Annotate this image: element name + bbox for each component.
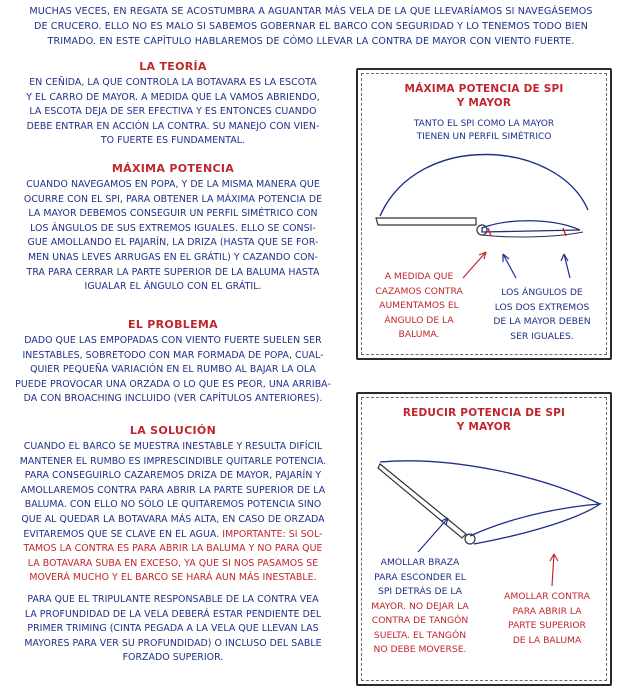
section-body: [8, 440, 338, 666]
note-line: LOS ÁNGULOS DE: [501, 287, 583, 298]
body-text: EVITAREMOS QUE SE CLAVE EN EL AGUA.: [23, 528, 220, 540]
body-line: DADO QUE LAS EMPOPADAS CON VIENTO FUERTE SUELEN SER: [24, 335, 322, 346]
section-body: [8, 76, 338, 149]
body-line: MANTENER EL RUMBO ES IMPRESCINDIBLE QUITARLE POTENCIA.: [19, 455, 327, 467]
body-line: GUE AMOLLANDO EL PAJARÍN, LA DRIZA (HASTA QUE SE FOR-: [27, 237, 319, 249]
body-line: CUANDO NAVEGAMOS EN POPA, Y DE LA MISMA MANERA QUE: [26, 179, 320, 190]
note-line: A MEDIDA QUE: [384, 271, 454, 282]
note-equal-angles: [476, 286, 608, 344]
box-title-line: Y MAYOR: [456, 421, 512, 433]
note-line: LOS DOS EXTREMOS: [494, 301, 590, 313]
note-line: MAYOR. NO DEJAR LA: [371, 600, 469, 612]
body-line: QUE AL QUEDAR LA BOTAVARA MÁS ALTA, EN CASO DE ORZADA: [21, 513, 325, 525]
section-heading: LA SOLUCIÓN: [129, 424, 217, 437]
note-line: CAZAMOS CONTRA: [375, 285, 463, 297]
note-line: PARTE SUPERIOR: [508, 620, 586, 631]
body-line: QUIER PEQUEÑA VARIACIÓN EN EL RUMBO AL BAJAR LA OLA: [30, 364, 316, 376]
note-amollar-contra: [486, 590, 608, 648]
section-body: [8, 178, 338, 295]
note-line: CONTRA DE TANGÓN: [371, 615, 469, 626]
hull-line: [482, 232, 583, 237]
intro-line: TRIMADO. EN ESTE CAPÍTULO HABLAREMOS DE CÓMO LLEVAR LA CONTRA DE MAYOR CON VIENTO FUERTE.: [47, 36, 575, 47]
box-title-line: REDUCIR POTENCIA DE SPI: [402, 407, 566, 419]
note-line: AMOLLAR CONTRA: [504, 591, 590, 602]
box-title-line: MÁXIMA POTENCIA DE SPI: [404, 83, 564, 95]
note-line: BALUMA.: [398, 329, 440, 340]
intro-line: MUCHAS VECES, EN REGATA SE ACOSTUMBRA A AGUANTAR MÁS VELA DE LA QUE LLEVARÍAMOS SI NAVEGÁSEMOS: [29, 6, 593, 17]
body-line: FORZADO SUPERIOR.: [122, 652, 224, 664]
body-line: AMOLLAREMOS CONTRA PARA ABRIR LA PARTE SUPERIOR DE LA: [20, 484, 326, 496]
note-line: PARA ABRIR LA: [512, 605, 582, 617]
body-line: LA PROFUNDIDAD DE LA VELA DEBERÁ ESTAR PENDIENTE DEL: [24, 608, 322, 620]
section-teoria: [8, 60, 338, 149]
section-solucion: [8, 424, 338, 666]
note-line: SER IGUALES.: [510, 330, 574, 342]
intro-text: [14, 4, 608, 49]
body-line: EN CEÑIDA, LA QUE CONTROLA LA BOTAVARA ES LA ESCOTA: [29, 77, 317, 88]
body-line: LOS ÁNGULOS DE SUS EXTREMOS IGUALES. ELLO SE CONSI-: [30, 222, 316, 234]
body-line: LA MAYOR DEBEMOS CONSEGUIR UN PERFIL SIMÉTRICO CON: [28, 208, 318, 220]
body-line: IGUALAR EL ÁNGULO CON EL GRÁTIL.: [84, 281, 262, 293]
note-line: DE LA BALUMA: [512, 634, 582, 646]
body-line: PUEDE PROVOCAR UNA ORZADA O LO QUE ES PEOR, UNA ARRIBA-: [15, 378, 331, 390]
arrow-icon: [564, 254, 570, 278]
box-subtitle-line: TANTO EL SPI COMO LA MAYOR: [413, 119, 555, 129]
box-title-line: Y MAYOR: [456, 97, 512, 109]
body-line: TO FUERTE ES FUNDAMENTAL.: [100, 135, 246, 147]
section-maxima: [8, 162, 338, 295]
body-line: PARA QUE EL TRIPULANTE RESPONSABLE DE LA CONTRA VEA: [27, 593, 319, 605]
note-line: AMOLLAR BRAZA: [380, 557, 460, 568]
note-angle-baluma: [364, 270, 474, 343]
section-body: [8, 334, 338, 407]
intro-line: DE CRUCERO. ELLO NO ES MALO SI SABEMOS GOBERNAR EL BARCO CON SEGURIDAD Y LO TENEMOS TODO BIEN: [33, 21, 589, 32]
important-line: LA BOTAVARA SUBA EN EXCESO, YA QUE SI NOS PASAMOS SE: [27, 557, 319, 569]
section-heading: LA TEORÍA: [139, 60, 207, 73]
mainsail-curve: [470, 504, 600, 544]
note-line: NO DEBE MOVERSE.: [373, 644, 467, 655]
box-subtitle-line: TIENEN UN PERFIL SIMÉTRICO: [416, 132, 552, 142]
note-line: ÁNGULO DE LA: [384, 314, 454, 326]
arrow-icon: [552, 554, 554, 586]
mainsail-curve: [482, 221, 580, 232]
body-line: MEN UNAS LEVES ARRUGAS EN EL GRÁTIL) Y CAZANDO CON-: [28, 251, 318, 263]
section-heading: EL PROBLEMA: [128, 318, 218, 331]
body-line: TRA PARA CERRAR LA PARTE SUPERIOR DE LA BALUMA HASTA: [26, 266, 320, 278]
important-line: TAMOS LA CONTRA ES PARA ABRIR LA BALUMA Y NO PARA QUE: [23, 543, 323, 555]
body-line: [8, 528, 338, 543]
body-line: DA CON BROACHING INCLUIDO (VER CAPÍTULOS ANTERIORES).: [23, 393, 323, 405]
arrow-icon: [418, 518, 448, 552]
diagram-box-reducir: [356, 392, 612, 686]
arrow-head-icon: [503, 254, 509, 262]
note-amollar-braza: [362, 556, 478, 658]
body-line: CUANDO EL BARCO SE MUESTRA INESTABLE Y RESULTA DIFÍCIL: [23, 441, 323, 452]
body-line: PRIMER TRIMING (CINTA PEGADA A LA VELA QUE LLEVAN LAS: [27, 623, 319, 635]
boom-icon: [376, 218, 476, 225]
body-line: LA ESCOTA DEJA DE SER EFECTIVA Y ES ENTONCES CUANDO: [29, 106, 317, 118]
important-line: MOVERÁ MUCHO Y EL BARCO SE HARÁ AUN MÁS INESTABLE.: [29, 572, 317, 584]
section-heading: MÁXIMA POTENCIA: [111, 162, 235, 175]
note-line: SPI DETRÁS DE LA: [378, 586, 462, 597]
note-line: DE LA MAYOR DEBEN: [493, 316, 591, 327]
body-line: MAYORES PARA VER SU PROFUNDIDAD) O INCLUSO DEL SABLE: [24, 637, 322, 649]
note-line: PARA ESCONDER EL: [374, 571, 466, 583]
diagram-box-maxima: [356, 68, 612, 360]
body-line: Y EL CARRO DE MAYOR. A MEDIDA QUE LA VAMOS ABRIENDO,: [26, 91, 320, 103]
body-line: DEBE ENTRAR EN ACCIÓN LA CONTRA. SU MANEJO CON VIEN-: [26, 120, 320, 132]
boom-icon: [378, 464, 466, 538]
note-line: AUMENTAMOS EL: [379, 300, 459, 311]
section-problema: [8, 318, 338, 407]
body-line: OCURRE CON EL SPI, PARA OBTENER LA MÁXIMA POTENCIA DE: [23, 193, 323, 205]
body-line: BALUMA. CON ELLO NO SÓLO LE QUITAREMOS POTENCIA SINO: [24, 499, 322, 511]
note-line: SUELTA. EL TANGÓN: [373, 629, 467, 641]
important-label: IMPORTANTE: SI SOL-: [219, 528, 323, 540]
arrow-icon: [503, 254, 516, 278]
body-line: INESTABLES, SOBRETODO CON MAR FORMADA DE POPA, CUAL-: [22, 349, 324, 361]
body-line: PARA CONSEGUIRLO CAZAREMOS DRIZA DE MAYOR, PAJARÍN Y: [24, 470, 322, 482]
spi-curve: [380, 154, 588, 216]
